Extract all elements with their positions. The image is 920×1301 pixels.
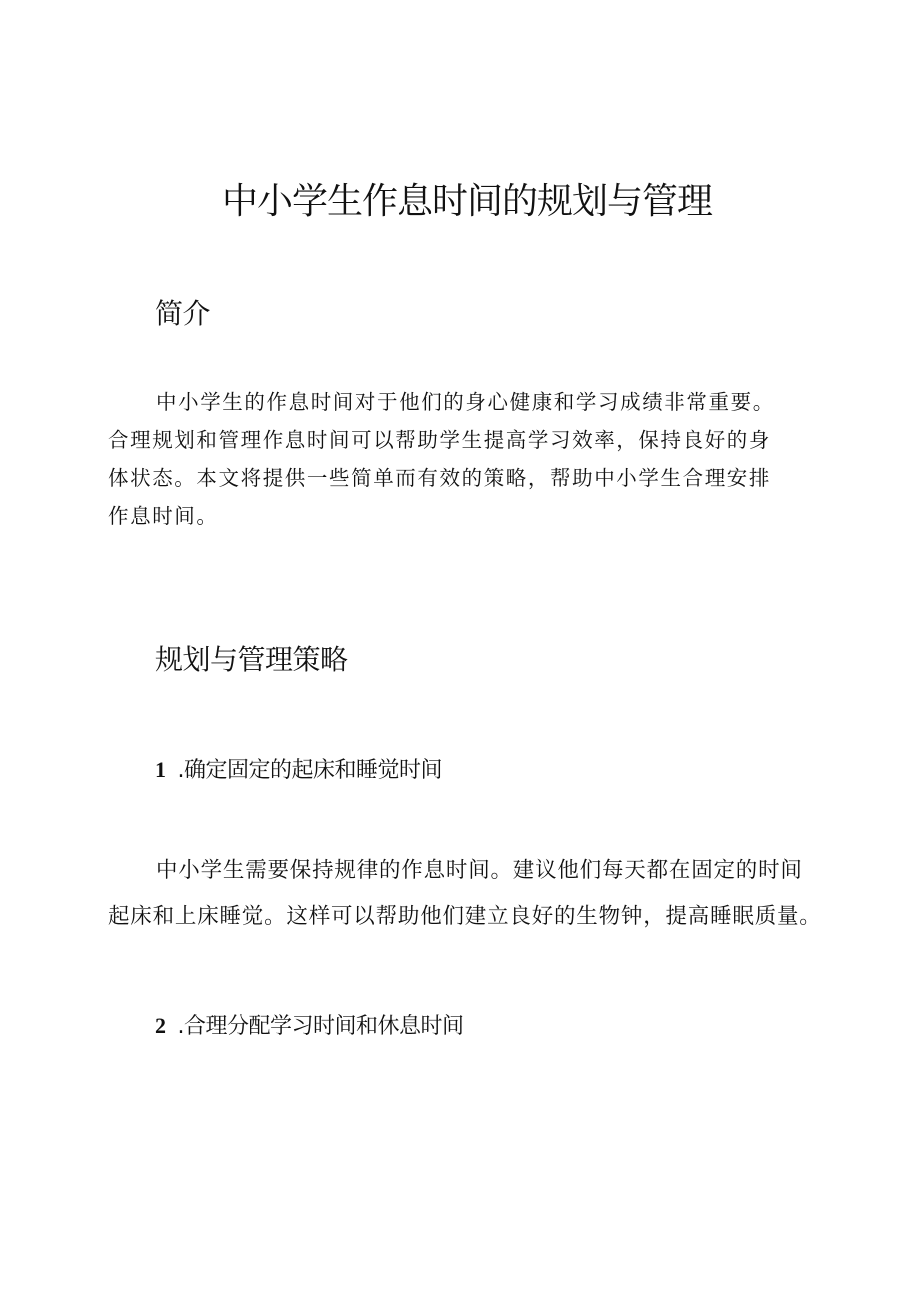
intro-line-1: 中小学生的作息时间对于他们的身心健康和学习成绩非常重要。 bbox=[156, 390, 775, 414]
intro-paragraph bbox=[108, 383, 838, 535]
strategy-1-heading bbox=[155, 755, 442, 786]
strategy-1-title: .确定固定的起床和睡觉时间 bbox=[177, 758, 442, 783]
strategies-heading: 规划与管理策略 bbox=[155, 643, 348, 676]
page-title: 中小学生作息时间的规划与管理 bbox=[221, 181, 712, 222]
strategy-2-heading bbox=[155, 1011, 464, 1042]
intro-heading: 简介 bbox=[155, 297, 211, 330]
strategy-1-number: 1 bbox=[155, 757, 166, 782]
strategy-2-number: 2 bbox=[155, 1013, 166, 1038]
intro-line-4: 作息时间。 bbox=[108, 504, 219, 528]
strategy-1-paragraph bbox=[108, 848, 838, 940]
strategy-2-title: .合理分配学习时间和休息时间 bbox=[177, 1014, 464, 1039]
intro-line-3: 体状态。本文将提供一些简单而有效的策略，帮助中小学生合理安排 bbox=[108, 466, 771, 490]
strategy-1-line-1: 中小学生需要保持规律的作息时间。建议他们每天都在固定的时间 bbox=[156, 858, 803, 883]
intro-line-2: 合理规划和管理作息时间可以帮助学生提高学习效率，保持良好的身 bbox=[108, 428, 771, 452]
strategy-1-line-2: 起床和上床睡觉。这样可以帮助他们建立良好的生物钟，提高睡眠质量。 bbox=[108, 904, 822, 929]
